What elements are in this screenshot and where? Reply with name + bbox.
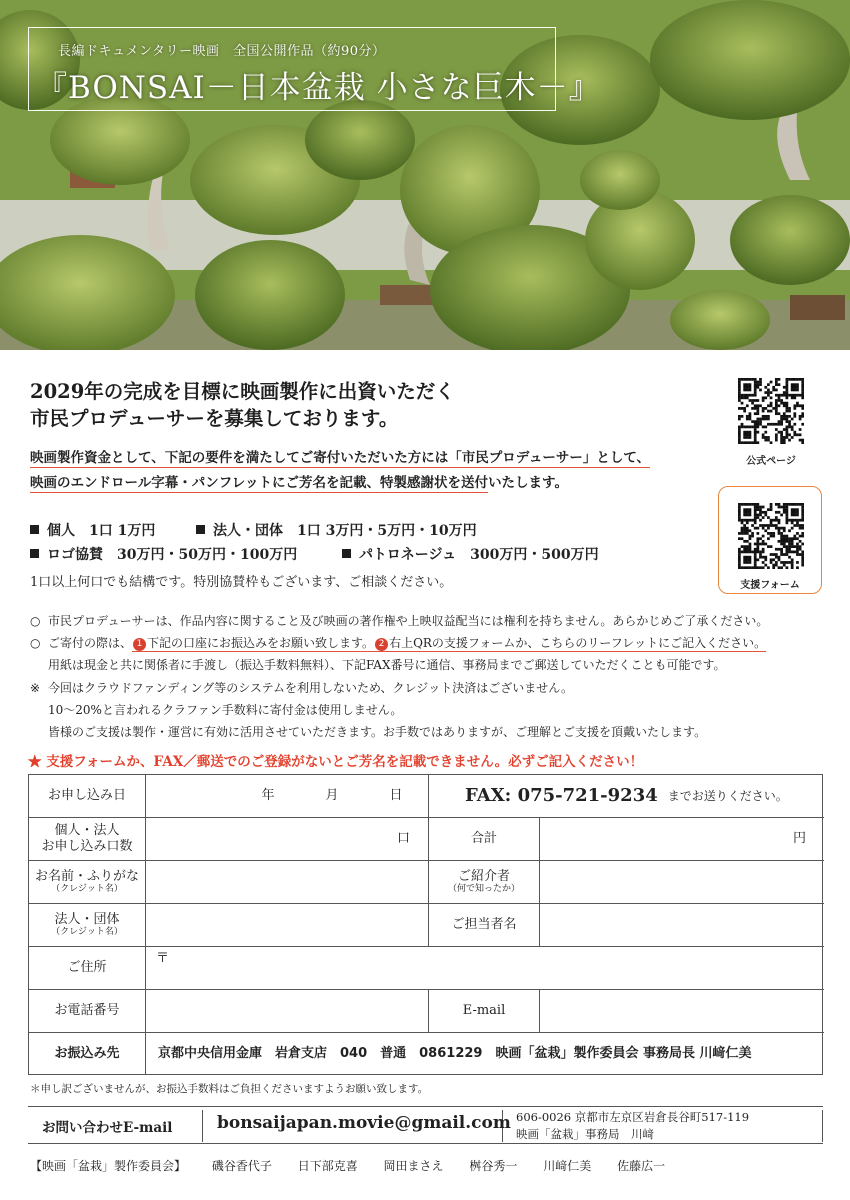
date-label: お申し込み日 (29, 775, 146, 818)
year-label: 年 (261, 788, 275, 804)
referrer-label: ご紹介者 （何で知ったか） (429, 861, 540, 904)
intro-body-1b: 「市民プロデューサー」として、 (448, 450, 651, 466)
fax-info (429, 775, 824, 818)
tier-patronage: パトロネージュ 300万円・500万円 (342, 544, 599, 564)
total-field[interactable]: 円 (540, 818, 824, 861)
hero-photo (0, 0, 850, 350)
qr-icon (738, 378, 804, 444)
day-label: 日 (389, 788, 403, 804)
note-5: 10～20%と言われるクラファン手数料に寄付金は使用しません。 (48, 703, 403, 717)
note-3: 用紙は現金と共に関係者に手渡し（振込手数料無料）、下記FAX番号に通信、事務局までご郵送していただくことも可能です。 (48, 658, 726, 672)
intro-body-line-1 (30, 446, 650, 466)
number-2-icon: 2 (375, 638, 388, 651)
official-page-qr-code[interactable] (738, 378, 804, 444)
film-title: 『BONSAI－日本盆栽 小さな巨木－』 (36, 70, 601, 106)
phone-field[interactable] (146, 990, 429, 1033)
number-1-icon: 1 (133, 638, 146, 651)
contact-person-label: ご担当者名 (429, 904, 540, 947)
month-label: 月 (325, 788, 339, 804)
divider (202, 1110, 203, 1142)
committee-member: 川﨑仁美 (543, 1159, 592, 1173)
phone-label: お電話番号 (29, 990, 146, 1033)
note-1: ○ 市民プロデューサーは、作品内容に関すること及び映画の著作権や上映収益配当には権利を持ちません。あらかじめご了承ください。 (30, 614, 769, 628)
tier-corporate: 法人・団体 1口 3万円・5万円・10万円 (196, 520, 477, 540)
bullet-square-icon (342, 549, 351, 558)
warning-text: ★ 支援フォームか、FAX／郵送でのご登録がないとご芳名を記載できません。必ずご記入ください！ (28, 754, 644, 770)
intro-body-2a: 映画のエンドロール字幕・パンフレットにご芳名を記載、特製感謝状を送付 (30, 475, 489, 491)
intro-body-line-2 (30, 471, 568, 491)
note-2: ○ ご寄付の際は、 1 下記の口座にお振込みをお願い致します。 2 右上QRの支援フォームか、こちらのリーフレットにご記入ください。 (30, 636, 767, 650)
email-field[interactable] (540, 990, 824, 1033)
committee-member: 日下部克喜 (297, 1159, 358, 1173)
postal-mark: 〒 (156, 951, 170, 966)
official-page-label: 公式ページ (746, 456, 796, 467)
bullet-square-icon (30, 525, 39, 534)
lead-line-2: 市民プロデューサーを募集しております。 (30, 407, 399, 430)
committee-member: 佐藤広一 (617, 1159, 666, 1173)
fax-number: FAX: 075-721-9234 (465, 785, 658, 807)
contact-person-field[interactable] (540, 904, 824, 947)
qr-icon (738, 503, 804, 569)
email-label: E-mail (429, 990, 540, 1033)
lead-line-1: 2029年の完成を目標に映画製作に出資いただく (30, 380, 455, 403)
fax-suffix: までお送りください。 (667, 788, 788, 803)
film-subtitle: 長編ドキュメンタリー映画 全国公開作品（約90分） (58, 44, 386, 59)
intro-body-1a: 映画製作資金として、下記の要件を満たしてご寄付いただいた方には (30, 450, 449, 466)
contact-email-label: お問い合わせE-mail (42, 1120, 173, 1136)
tier-individual: 個人 1口 1万円 (30, 520, 155, 540)
divider (822, 1110, 823, 1142)
units-field[interactable]: 口 (146, 818, 429, 861)
name-field[interactable] (146, 861, 429, 904)
total-label: 合計 (429, 818, 540, 861)
office-address: 606-0026 京都市左京区岩倉長谷町517-119 (516, 1110, 750, 1124)
tier-logo: ロゴ協賛 30万円・50万円・100万円 (30, 544, 297, 564)
date-field[interactable] (146, 775, 429, 818)
corp-field[interactable] (146, 904, 429, 947)
committee-member: 桝谷秀一 (469, 1159, 518, 1173)
fee-note: ＊申し訳ございませんが、お振込手数料はご負担くださいますようお願い致します。 (30, 1083, 429, 1095)
tier-footnote: 1口以上何口でも結構です。特別協賛枠もございます、ご相談ください。 (30, 575, 453, 590)
bank-label: お振込み先 (29, 1033, 146, 1074)
note-4: ※ 今回はクラウドファンディング等のシステムを利用しないため、クレジット決済はございません。 (30, 681, 573, 695)
committee-member: 磯谷香代子 (211, 1159, 272, 1173)
units-label: 個人・法人 お申し込み口数 (29, 818, 146, 861)
contact-email-link[interactable]: bonsaijapan.movie@gmail.com (217, 1113, 511, 1133)
address-label: ご住所 (29, 947, 146, 990)
note-6: 皆様のご支援は製作・運営に有効に活用させていただきます。お手数ではありますが、ご理解とご支援を頂戴いたします。 (48, 725, 707, 739)
address-field[interactable] (146, 947, 824, 990)
referrer-field[interactable] (540, 861, 824, 904)
bank-info: 京都中央信用金庫 岩倉支店 040 普通 0861229 映画「盆栽」製作委員会 事務局長 川﨑仁美 (158, 1045, 752, 1061)
committee-member: 岡田まさえ (383, 1159, 444, 1173)
office-name: 映画「盆栽」事務局 川﨑 (516, 1127, 654, 1141)
intro-body-2b: いたします。 (488, 475, 568, 491)
committee-label: 【映画「盆栽」製作委員会】 (30, 1159, 187, 1173)
support-form-qr-code[interactable] (738, 503, 804, 569)
application-form (28, 774, 823, 1075)
corp-label: 法人・団体 （クレジット名） (29, 904, 146, 947)
support-form-label: 支援フォーム (740, 580, 800, 591)
bullet-square-icon (196, 525, 205, 534)
name-label: お名前・ふりがな （クレジット名） (29, 861, 146, 904)
committee-list (30, 1157, 679, 1174)
bullet-square-icon (30, 549, 39, 558)
